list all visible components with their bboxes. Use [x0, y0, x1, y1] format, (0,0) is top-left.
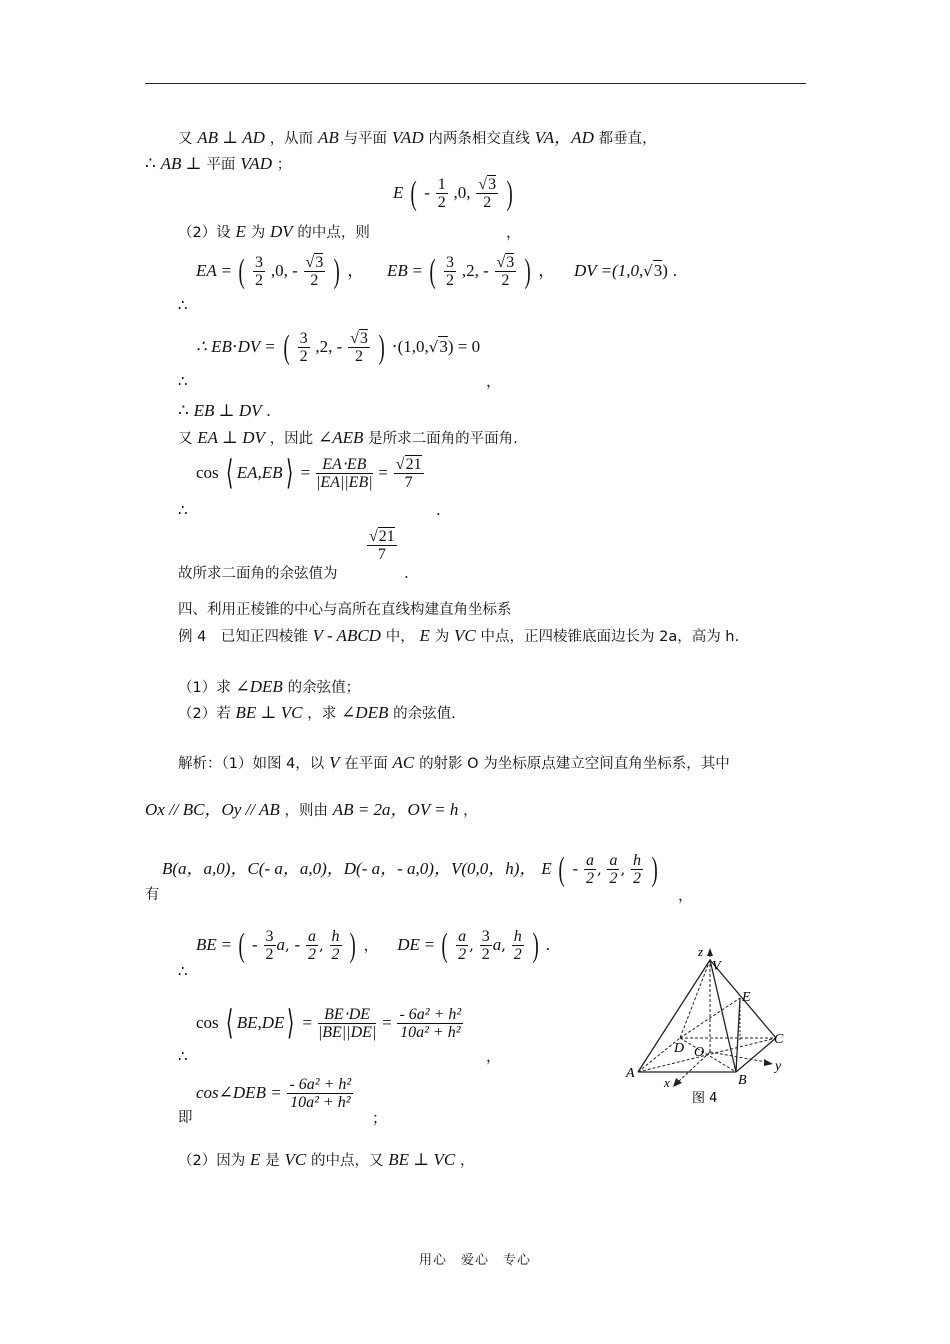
numerator: a: [609, 852, 618, 869]
text: 为: [250, 225, 266, 241]
text: 的余弦值.: [393, 706, 456, 722]
text: （1）求: [178, 680, 231, 696]
text: 故所求二面角的余弦值为: [178, 566, 338, 582]
paren-right: ): [506, 175, 513, 212]
text-line: [178, 563, 338, 584]
text: 的中点，又: [310, 1153, 384, 1169]
text: 是所求二面角的平面角.: [368, 431, 518, 447]
math: AB: [317, 128, 339, 147]
fraction: [397, 1006, 463, 1042]
math: ) = 0: [447, 337, 481, 356]
math: E: [235, 222, 246, 241]
paren-left: (: [238, 927, 245, 964]
numerator: a: [308, 928, 316, 945]
numerator: √21: [369, 528, 395, 545]
math: VA，AD: [534, 128, 594, 147]
text: 的中点，则: [297, 225, 370, 241]
paren-left: (: [283, 329, 290, 366]
fraction: [607, 852, 619, 888]
radicand: 3: [315, 254, 324, 271]
numerator: √3: [478, 176, 497, 193]
numerator: - 6a² + h²: [399, 1006, 462, 1023]
example-statement: [178, 626, 739, 647]
cosine-formula: [196, 1076, 354, 1112]
fraction: [316, 456, 373, 492]
text: 都垂直，: [598, 131, 657, 147]
denominator: |EA||EB|: [315, 474, 373, 491]
math: =: [221, 935, 232, 954]
text-line: [178, 401, 271, 421]
denominator: 2: [633, 870, 642, 887]
math: =: [424, 935, 435, 954]
radicand: 3: [439, 337, 448, 356]
fraction: [348, 330, 370, 366]
denominator: 2: [331, 946, 340, 963]
math: -: [294, 935, 301, 954]
math: AC: [392, 753, 415, 772]
math: EA ⊥ DV: [197, 428, 265, 447]
label-x: x: [664, 1075, 670, 1090]
text: 解析：（1）如图 4，以: [178, 756, 325, 772]
label-e: E: [742, 990, 751, 1005]
denominator: 2: [481, 946, 490, 963]
therefore-symbol: ∴: [178, 962, 188, 980]
label-c: C: [774, 1032, 784, 1047]
denominator: 2: [310, 272, 319, 289]
denominator: 10a² + h²: [400, 1024, 461, 1041]
numerator: 1: [437, 176, 446, 193]
label-b: B: [738, 1073, 747, 1088]
text: （2）因为: [178, 1153, 246, 1169]
math: E: [541, 859, 552, 878]
text: .: [404, 564, 409, 582]
label-d: D: [674, 1041, 685, 1056]
math: DV =(1,0,: [573, 261, 644, 280]
numerator: √21: [395, 456, 422, 473]
numerator: 3: [446, 254, 455, 271]
radicand: 21: [405, 456, 422, 473]
denominator: 2: [501, 272, 510, 289]
math: EB: [386, 261, 408, 280]
paren-left: (: [410, 175, 417, 212]
math: ，: [347, 261, 365, 280]
fraction: [367, 528, 397, 564]
fraction: [584, 852, 596, 888]
fraction: [476, 176, 498, 212]
numerator: √3: [350, 330, 368, 347]
text: ，: [486, 1047, 502, 1065]
math: a: [276, 935, 285, 954]
denominator: 2: [437, 194, 446, 211]
solution-line: [145, 800, 478, 821]
text: 内两条相交直线: [428, 131, 530, 147]
numerator: √3: [305, 254, 324, 271]
numerator: BE⋅DE: [318, 1006, 376, 1024]
math: E: [393, 183, 404, 202]
math: B(a，a,0)，C(- a，a,0)，D(- a，- a,0)，V(0,0，h)，: [162, 859, 537, 878]
text: ，: [506, 223, 522, 241]
fraction: [444, 254, 456, 290]
therefore-symbol: ∴: [178, 501, 188, 519]
dot-product-formula: ∴ EB⋅DV = ( $\frac{3}{2}$ ,2, - $\frac{√3}{2}$ ) ⋅(1,0,√3) = 0: [196, 329, 481, 366]
angle-right: ⟩: [285, 455, 293, 492]
vector-formulas: EA = ( $\frac{3}{2}$ ,0, - $\frac{√3}{2}$ ) ， EB = ( $\frac{3}{2}$ ,2, - $\frac{√3}{2}$ ) ， DV =(1,0,√3) .: [196, 253, 677, 290]
label-v: V: [712, 959, 721, 974]
math: ): [662, 261, 668, 280]
label-a: A: [626, 1066, 635, 1081]
text-line: [178, 128, 657, 149]
vector-formulas: BE = ( - $\frac{3}{2}$ a, - $\frac{a}{2}$ , $\frac{h}{2}$ ) ， DE = ( $\frac{a}{2}$ , $\frac{3}{2}$ a, $\frac{h}{2}$ ) .: [196, 927, 550, 964]
text: （2）若: [178, 706, 231, 722]
text-line: [145, 154, 291, 175]
math: AB = 2a，OV = h: [332, 800, 459, 819]
text: .: [436, 501, 441, 519]
denominator: 2: [299, 348, 308, 365]
math: -: [572, 859, 579, 878]
radicand: 3: [359, 330, 368, 347]
fraction: [480, 928, 492, 964]
math: =: [300, 463, 311, 482]
denominator: 2: [355, 348, 363, 365]
text: 在平面: [344, 756, 388, 772]
fraction: [456, 928, 468, 964]
numerator: - 6a² + h²: [289, 1076, 352, 1093]
radicand: 3: [653, 261, 663, 280]
denominator: 2: [265, 946, 274, 963]
denominator: |BE||DE|: [317, 1024, 377, 1041]
paren-right: ): [333, 253, 340, 290]
text: ；: [276, 157, 292, 173]
numerator: a: [585, 852, 594, 869]
text: ，则由: [284, 803, 329, 819]
fraction: [264, 928, 276, 964]
math: ∴ EB⋅DV =: [196, 337, 276, 356]
radicand: 21: [378, 528, 395, 545]
numerator: h: [633, 852, 642, 869]
pyramid-diagram: [618, 940, 798, 1110]
text: .: [266, 401, 271, 420]
text: 中，: [385, 629, 415, 645]
math: =: [302, 1013, 313, 1032]
numerator: a: [458, 928, 467, 945]
angle-left: ⟨: [226, 455, 234, 492]
text: ，: [486, 372, 502, 390]
text: 例 4 已知正四棱锥: [178, 629, 308, 645]
figure-caption: 图 4: [692, 1091, 718, 1106]
fraction: [298, 330, 310, 366]
question-2: [178, 703, 456, 724]
header-rule: [145, 83, 806, 84]
text: ，: [463, 803, 478, 819]
cosine-formula: [196, 456, 425, 492]
math: cos: [196, 1013, 219, 1032]
fraction: [306, 928, 318, 964]
label-z: z: [698, 944, 704, 959]
numerator: 3: [299, 330, 308, 347]
paren-left: (: [441, 927, 448, 964]
text: ，求: [307, 706, 337, 722]
text: ，从而: [269, 131, 314, 147]
angle-right: ⟩: [287, 1005, 295, 1042]
math: VC: [284, 1150, 307, 1169]
math: DE: [397, 935, 420, 954]
math: a: [492, 935, 502, 954]
fraction: [253, 254, 265, 290]
denominator: 2: [446, 272, 455, 289]
math: BE: [196, 935, 217, 954]
math: AB ⊥ AD: [197, 128, 265, 147]
math: V - ABCD: [312, 626, 381, 645]
text: 又: [178, 131, 193, 147]
fraction: [436, 176, 448, 212]
text: 即: [178, 1110, 193, 1126]
cosine-formula: [196, 1006, 464, 1042]
math: DV: [269, 222, 293, 241]
paren-right: ): [524, 253, 531, 290]
numerator: 3: [481, 928, 490, 945]
paren-left: (: [429, 253, 436, 290]
text: 的余弦值；: [287, 680, 361, 696]
fraction: [304, 254, 326, 290]
numerator: h: [513, 928, 522, 945]
radicand: 3: [488, 176, 497, 193]
text: ；: [372, 1109, 388, 1127]
denominator: 2: [483, 194, 492, 211]
math: V: [329, 753, 340, 772]
text: 为: [434, 629, 450, 645]
paren-right: ): [532, 927, 539, 964]
fraction: [394, 456, 424, 492]
denominator: 2: [458, 946, 467, 963]
math: cos: [196, 463, 219, 482]
math: BE,DE: [236, 1013, 285, 1032]
math: .: [545, 935, 550, 954]
text: 中点，正四棱锥底面边长为 2a，高为 h.: [480, 629, 740, 645]
math: =: [378, 463, 388, 482]
math: cos∠DEB =: [196, 1083, 282, 1102]
radicand: 3: [506, 254, 515, 271]
therefore-symbol: ∴: [145, 154, 156, 173]
numerator: 3: [265, 928, 274, 945]
math: BE ⊥ VC: [388, 1150, 456, 1169]
paren-left: (: [558, 851, 566, 888]
math: VAD: [391, 128, 424, 147]
paren-right: ): [651, 851, 658, 888]
math: ∠DEB: [341, 703, 389, 722]
math: VAD: [240, 154, 272, 173]
text: 有: [145, 887, 160, 903]
fraction: [512, 928, 524, 964]
math: ,2, -: [461, 261, 489, 280]
fraction: [330, 928, 342, 964]
paren-right: ): [349, 927, 357, 964]
denominator: 7: [377, 546, 386, 563]
math: E: [419, 626, 430, 645]
pyramid-figure: [618, 940, 798, 1114]
numerator: √3: [496, 254, 515, 271]
math: Ox // BC，Oy // AB: [145, 800, 280, 819]
denominator: 2: [255, 272, 264, 289]
therefore-symbol: ∴: [178, 1047, 188, 1065]
math: BE ⊥ VC: [235, 703, 303, 722]
math: ,2, -: [315, 337, 343, 356]
solution-line: [178, 1150, 475, 1171]
paren-left: (: [238, 253, 245, 290]
therefore-symbol: ∴: [178, 401, 189, 420]
label-o: O: [694, 1045, 705, 1060]
fraction: [495, 254, 517, 290]
therefore-symbol: ∴: [178, 372, 188, 390]
math: =: [382, 1013, 392, 1032]
angle-left: ⟨: [226, 1005, 234, 1042]
point-e-formula: [393, 176, 515, 212]
text: 与平面: [343, 131, 388, 147]
text: ，: [678, 886, 694, 904]
denominator: 2: [609, 870, 618, 887]
page-footer: 用心 爱心 专心: [418, 1253, 531, 1268]
text: （2）设: [178, 225, 231, 241]
fraction: [287, 1076, 353, 1112]
text: 又: [178, 431, 193, 447]
math: E: [250, 1150, 261, 1169]
math: EA: [196, 261, 217, 280]
math: ⋅(1,0,: [391, 337, 429, 356]
question-1: [178, 677, 360, 698]
text: 是: [265, 1153, 280, 1169]
solution-line: [178, 753, 730, 774]
denominator: 7: [404, 474, 413, 491]
text: ，因此: [269, 431, 314, 447]
text: ，: [460, 1153, 475, 1169]
coordinates-line: B(a，a,0)，C(- a，a,0)，D(- a，- a,0)，V(0,0，h)， E ( - $\frac{a}{2}$ , $\frac{a}{2}$ , $\frac{h}{2}$ ): [162, 851, 658, 888]
math: .: [672, 261, 677, 280]
math: =: [221, 261, 232, 280]
math: VC: [453, 626, 476, 645]
paren-right: ): [378, 329, 385, 366]
text: 平面: [206, 157, 236, 173]
numerator: h: [331, 928, 340, 945]
math: ∠AEB: [317, 428, 364, 447]
text-line: [178, 428, 518, 449]
text-line: [178, 222, 370, 243]
math: ，: [538, 261, 556, 280]
numerator: 3: [255, 254, 264, 271]
math: -: [252, 935, 258, 954]
label-y: y: [775, 1059, 782, 1074]
text: 的射影 O 为坐标原点建立空间直角坐标系，其中: [419, 756, 730, 772]
fraction: [631, 852, 643, 888]
denominator: 2: [308, 946, 316, 963]
denominator: 10a² + h²: [290, 1094, 351, 1111]
math: EA,EB: [236, 463, 283, 482]
math: EB ⊥ DV: [193, 401, 262, 420]
math: =: [412, 261, 423, 280]
numerator: EA⋅EB: [316, 456, 373, 474]
math: ,0,: [453, 183, 471, 202]
math: AB ⊥: [160, 154, 202, 173]
math: ∠DEB: [235, 677, 283, 696]
denominator: 2: [513, 946, 522, 963]
math: ,0, -: [270, 261, 298, 280]
fraction: [318, 1006, 376, 1042]
denominator: 2: [585, 870, 594, 887]
math: -: [424, 183, 430, 202]
therefore-symbol: ∴: [178, 296, 188, 314]
section-heading: 四、利用正棱锥的中心与高所在直线构建直角坐标系: [178, 602, 512, 618]
answer-fraction: [366, 528, 398, 564]
